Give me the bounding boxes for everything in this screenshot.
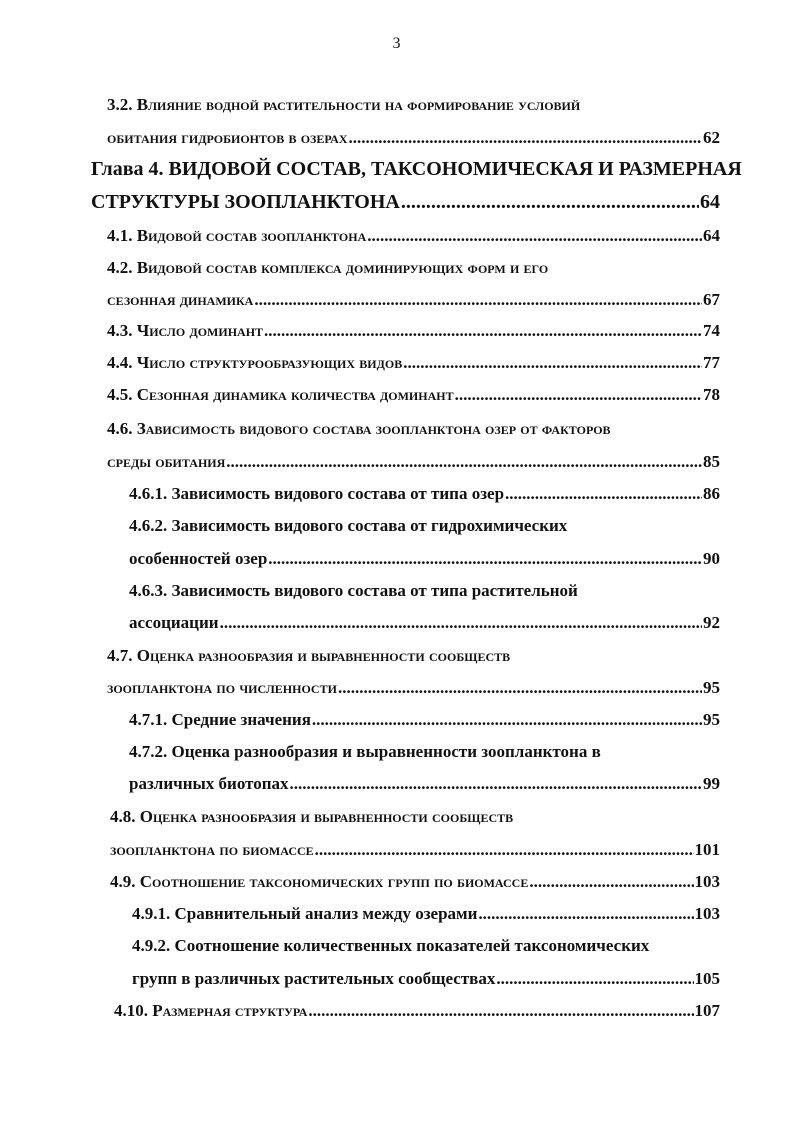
toc-page-number: 85 xyxy=(703,452,720,471)
toc-page-number: 67 xyxy=(703,290,720,309)
dot-leader xyxy=(264,320,702,342)
dot-leader xyxy=(403,352,702,374)
toc-entry-4-7-line2[interactable] xyxy=(107,677,720,699)
toc-page-number: 103 xyxy=(694,872,720,891)
dot-leader xyxy=(505,483,702,505)
toc-entry-4-10[interactable] xyxy=(114,1000,720,1022)
toc-page-number: 103 xyxy=(694,904,720,923)
dot-leader xyxy=(401,189,699,215)
toc-page-number: 95 xyxy=(703,710,720,729)
toc-page-number: 95 xyxy=(703,678,720,697)
toc-page-number: 105 xyxy=(694,969,720,988)
toc-entry-title: сезонная динамика xyxy=(107,290,254,309)
toc-entry-title: 4.6. Зависимость видового состава зоопланктона озер от факторов xyxy=(107,419,611,438)
dot-leader xyxy=(312,709,702,731)
toc-entry-4-9-2-line2[interactable] xyxy=(132,968,720,990)
toc-entry-title: 4.6.1. Зависимость видового состава от типа озер xyxy=(129,484,505,503)
toc-entry-title: 3.2. Влияние водной растительности на формирование условий xyxy=(107,95,581,114)
toc-entry-title: среды обитания xyxy=(107,452,226,471)
toc-entry-4-6-2-line2[interactable] xyxy=(129,548,720,570)
dot-leader xyxy=(308,1000,693,1022)
dot-leader xyxy=(226,451,702,473)
toc-entry-title: 4.3. Число доминант xyxy=(107,321,264,340)
toc-entry-title: 4.6.3. Зависимость видового состава от типа растительной xyxy=(129,581,578,600)
toc-entry-4-8-line1 xyxy=(110,806,513,828)
toc-entry-title: различных биотопах xyxy=(129,774,289,793)
toc-entry-title: 4.6.2. Зависимость видового состава от гидрохимических xyxy=(129,516,568,535)
page-number: 3 xyxy=(392,35,401,52)
chapter-title: ВИДОВОЙ СОСТАВ, ТАКСОНОМИЧЕСКАЯ И РАЗМЕРНАЯ xyxy=(168,158,742,180)
toc-entry-title: 4.9. Соотношение таксономических групп по биомассе xyxy=(110,872,529,891)
toc-page-number: 64 xyxy=(703,226,720,245)
chapter-prefix: Глава 4. xyxy=(91,158,169,180)
toc-entry-4-6-2-line1 xyxy=(129,515,567,537)
toc-entry-title: 4.4. Число структурообразующих видов xyxy=(107,353,403,372)
toc-entry-title: особенностей озер xyxy=(129,549,268,568)
toc-entry-title: зоопланктона по численности xyxy=(107,678,337,697)
toc-page-number: 77 xyxy=(703,353,720,372)
toc-page-number: 62 xyxy=(703,128,720,147)
dot-leader xyxy=(268,548,702,570)
toc-entry-4-7-2-line1 xyxy=(129,741,601,763)
toc-entry-title: 4.7.2. Оценка разнообразия и выравненности зоопланктона в xyxy=(129,742,601,761)
toc-page-number: 78 xyxy=(703,385,720,404)
toc-entry-4-9-1[interactable] xyxy=(132,903,720,925)
chapter-title: СТРУКТУРЫ ЗООПЛАНКТОНА xyxy=(91,191,400,213)
toc-page-number: 101 xyxy=(694,840,720,859)
toc-entry-4-6-line1 xyxy=(107,418,611,440)
toc-entry-4-3[interactable] xyxy=(107,320,720,342)
toc-entry-4-4[interactable] xyxy=(107,352,720,374)
toc-entry-title: 4.5. Сезонная динамика количества доминант xyxy=(107,385,454,404)
toc-entry-4-7-line1 xyxy=(107,645,510,667)
dot-leader xyxy=(478,903,693,925)
toc-entry-4-8-line2[interactable] xyxy=(110,839,720,861)
toc-page-number: 99 xyxy=(703,774,720,793)
toc-entry-4-9[interactable] xyxy=(110,871,720,893)
toc-entry-title: зоопланктона по биомассе xyxy=(110,840,314,859)
toc-page-number: 92 xyxy=(703,613,720,632)
toc-page-number: 74 xyxy=(703,321,720,340)
toc-page-number: 86 xyxy=(703,484,720,503)
toc-entry-title: обитания гидробионтов в озерах xyxy=(107,128,348,147)
toc-entry-title: 4.9.1. Сравнительный анализ между озерами xyxy=(132,904,478,923)
toc-entry-4-6-3-line2[interactable] xyxy=(129,612,720,634)
toc-entry-4-7-1[interactable] xyxy=(129,709,720,731)
toc-entry-title: 4.9.2. Соотношение количественных показателей таксономических xyxy=(132,936,650,955)
toc-entry-title: 4.7. Оценка разнообразия и выравненности сообществ xyxy=(107,646,511,665)
dot-leader xyxy=(220,612,702,634)
toc-entry-4-5[interactable] xyxy=(107,384,720,406)
toc-entry-4-2-line1 xyxy=(107,257,548,279)
chapter-4-heading-line1 xyxy=(91,156,742,182)
toc-entry-4-2-line2[interactable] xyxy=(107,289,720,311)
dot-leader xyxy=(254,289,702,311)
toc-entry-title: 4.1. Видовой состав зоопланктона xyxy=(107,226,367,245)
dot-leader xyxy=(529,871,693,893)
toc-entry-4-7-2-line2[interactable] xyxy=(129,773,720,795)
dot-leader xyxy=(315,839,694,861)
toc-entry-4-6-3-line1 xyxy=(129,580,578,602)
toc-entry-title: 4.8. Оценка разнообразия и выравненности сообществ xyxy=(110,807,514,826)
toc-entry-title: групп в различных растительных сообществах xyxy=(132,969,496,988)
toc-entry-title: 4.10. Размерная структура xyxy=(114,1001,308,1020)
dot-leader xyxy=(349,127,703,149)
chapter-4-heading-line2[interactable] xyxy=(91,189,720,215)
toc-page-number: 64 xyxy=(700,191,720,213)
toc-entry-3-2-line2[interactable] xyxy=(107,127,720,149)
dot-leader xyxy=(496,968,693,990)
toc-entry-3-2-line1 xyxy=(107,94,580,116)
toc-entry-4-9-2-line1 xyxy=(132,935,649,957)
toc-page-number: 107 xyxy=(694,1001,720,1020)
toc-page-number: 90 xyxy=(703,549,720,568)
toc-entry-4-1[interactable] xyxy=(107,225,720,247)
dot-leader xyxy=(455,384,702,406)
toc-entry-title: 4.7.1. Средние значения xyxy=(129,710,311,729)
toc-entry-title: 4.2. Видовой состав комплекса доминирующих форм и его xyxy=(107,258,549,277)
toc-entry-4-6-1[interactable] xyxy=(129,483,720,505)
toc-entry-4-6-line2[interactable] xyxy=(107,451,720,473)
dot-leader xyxy=(338,677,702,699)
dot-leader xyxy=(290,773,702,795)
toc-entry-title: ассоциации xyxy=(129,613,219,632)
dot-leader xyxy=(367,225,702,247)
